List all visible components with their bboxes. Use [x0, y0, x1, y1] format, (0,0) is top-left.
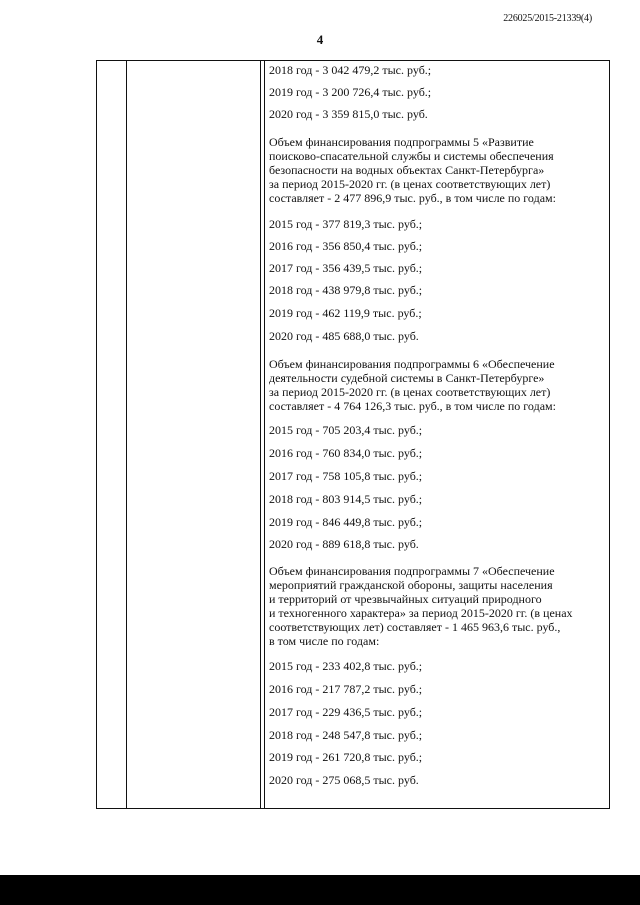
subprogram-5-text: Объем финансирования подпрограммы 5 «Развитие поисково-спасательной службы и системы обеспечения безопасности на водных объектах Санкт-Петербурга» за период 2015-2020 гг. (в ценах соответствующих лет) составляет - 2 477 896,9 тыс. руб., в том числе по годам:: [269, 135, 556, 205]
year-line: 2017 год - 229 436,5 тыс. руб.;: [269, 705, 423, 719]
year-line: 2015 год - 233 402,8 тыс. руб.;: [269, 659, 423, 673]
document-number: 226025/2015-21339(4): [503, 13, 592, 24]
table-column-divider: [126, 61, 127, 808]
year-line: 2020 год - 275 068,5 тыс. руб.: [269, 773, 419, 787]
year-line: 2020 год - 889 618,8 тыс. руб.: [269, 537, 419, 551]
year-line: 2018 год - 803 914,5 тыс. руб.;: [269, 492, 423, 506]
subprogram-6-text: Объем финансирования подпрограммы 6 «Обеспечение деятельности судебной системы в Санкт-Петербурге» за период 2015-2020 гг. (в ценах соответствующих лет) составляет - 4 764 126,3 тыс. руб., в том числе по годам:: [269, 357, 556, 413]
year-line: 2016 год - 217 787,2 тыс. руб.;: [269, 682, 423, 696]
table-column-divider: [264, 61, 265, 808]
table-column-divider: [260, 61, 261, 808]
year-line: 2018 год - 248 547,8 тыс. руб.;: [269, 728, 423, 742]
year-line: 2017 год - 356 439,5 тыс. руб.;: [269, 261, 423, 275]
year-line: 2016 год - 760 834,0 тыс. руб.;: [269, 446, 423, 460]
year-line: 2019 год - 462 119,9 тыс. руб.;: [269, 306, 422, 320]
year-line: 2019 год - 846 449,8 тыс. руб.;: [269, 515, 423, 529]
subprogram-7-text: Объем финансирования подпрограммы 7 «Обеспечение мероприятий гражданской обороны, защиты населения и территорий от чрезвычайных ситуаций природного и техногенного характера» за период 2015-2020 гг. (в ценах соответствующих лет) составляет - 1 465 963,6 тыс. руб., в том числе по годам:: [269, 564, 573, 648]
year-line: 2015 год - 705 203,4 тыс. руб.;: [269, 423, 423, 437]
year-line: 2016 год - 356 850,4 тыс. руб.;: [269, 239, 423, 253]
year-line: 2020 год - 3 359 815,0 тыс. руб.: [269, 107, 428, 121]
scan-bottom-band: [0, 875, 640, 905]
year-line: 2019 год - 3 200 726,4 тыс. руб.;: [269, 85, 432, 99]
year-line: 2019 год - 261 720,8 тыс. руб.;: [269, 750, 423, 764]
year-line: 2020 год - 485 688,0 тыс. руб.: [269, 329, 419, 343]
year-line: 2018 год - 438 979,8 тыс. руб.;: [269, 283, 423, 297]
year-line: 2015 год - 377 819,3 тыс. руб.;: [269, 217, 423, 231]
year-line: 2018 год - 3 042 479,2 тыс. руб.;: [269, 63, 432, 77]
financing-table: [96, 60, 610, 809]
page-number: 4: [316, 32, 324, 47]
year-line: 2017 год - 758 105,8 тыс. руб.;: [269, 469, 423, 483]
